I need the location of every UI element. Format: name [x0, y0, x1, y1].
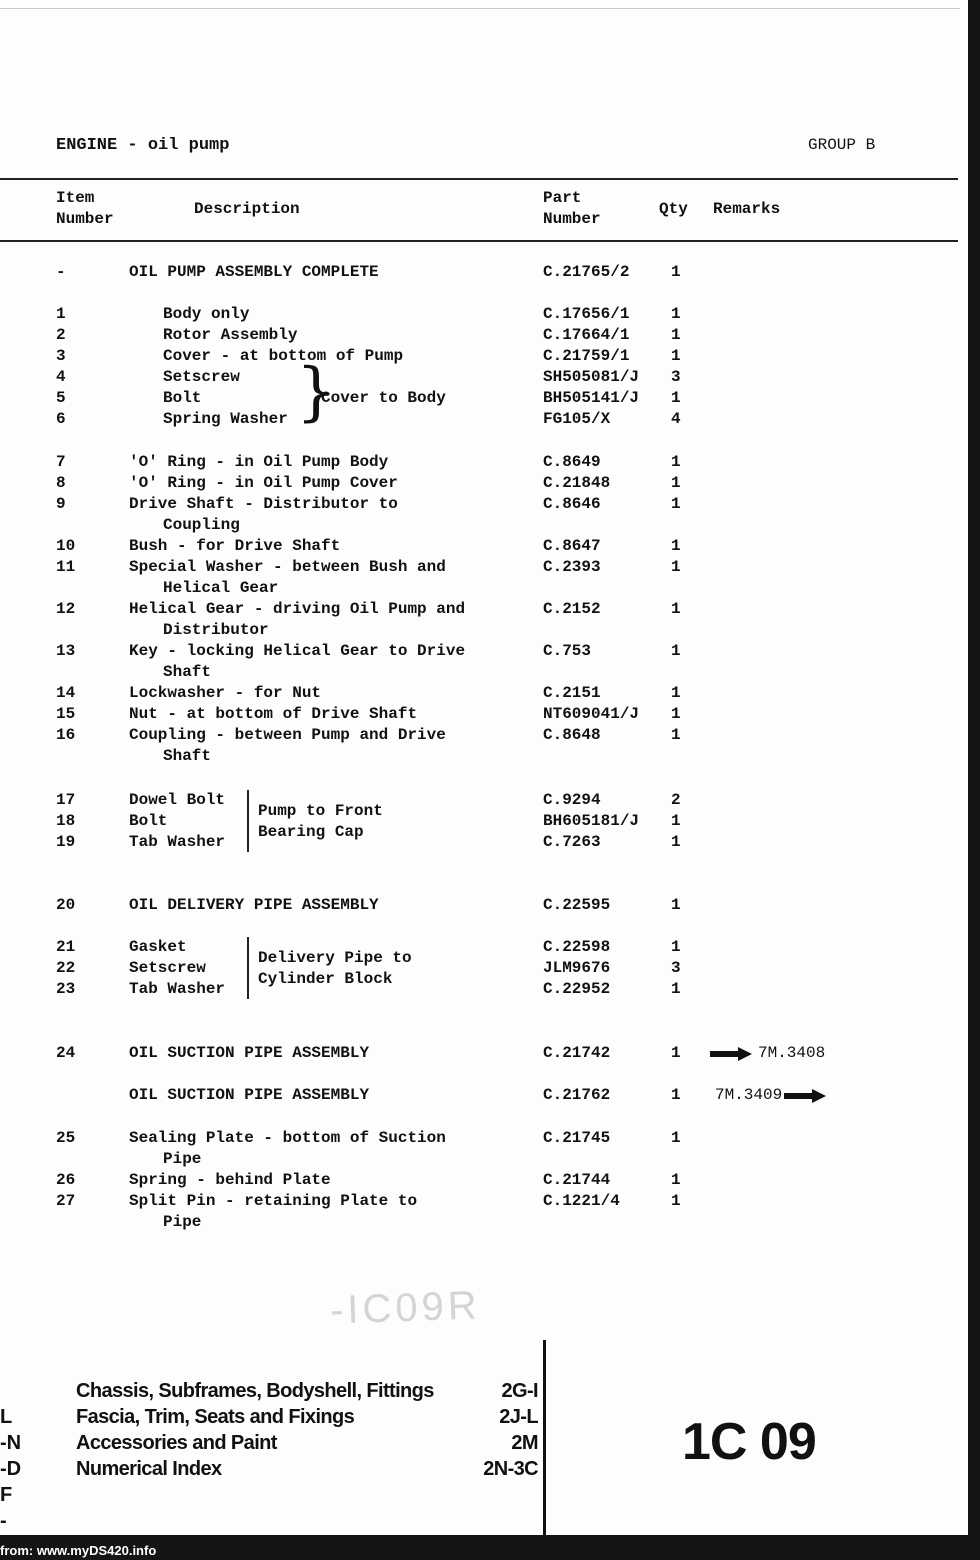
- item-number: 15: [56, 705, 76, 723]
- part-number: NT609041/J: [543, 705, 640, 723]
- description: Shaft: [163, 747, 212, 765]
- description: Dowel Bolt: [129, 791, 226, 809]
- header-bottom-rule: [0, 240, 958, 242]
- description: Spring Washer: [163, 410, 288, 428]
- header-top-rule: [0, 178, 958, 180]
- group-label-delivery-pipe: Delivery Pipe to: [258, 949, 412, 967]
- remark-from-chassis: 7M.3408: [710, 1043, 825, 1064]
- qty: 1: [671, 1086, 681, 1104]
- description: OIL DELIVERY PIPE ASSEMBLY: [129, 896, 379, 914]
- table-row-continuation: [0, 578, 960, 599]
- table-row: [0, 557, 960, 578]
- item-number: 10: [56, 537, 76, 555]
- item-number: 23: [56, 980, 76, 998]
- qty: 1: [671, 896, 681, 914]
- qty: 1: [671, 705, 681, 723]
- description: Shaft: [163, 663, 212, 681]
- description: Coupling - between Pump and Drive: [129, 726, 446, 744]
- description: Pipe: [163, 1150, 202, 1168]
- qty: 1: [671, 347, 681, 365]
- item-number: 22: [56, 959, 76, 977]
- group-label-cover-to-body: Cover to Body: [321, 389, 446, 407]
- description: Bush - for Drive Shaft: [129, 537, 341, 555]
- brace-cover-to-body: }: [296, 355, 337, 429]
- arrow-right-icon: [710, 1047, 754, 1061]
- scan-edge-right: [968, 0, 980, 1560]
- qty: 3: [671, 368, 681, 386]
- item-number: 16: [56, 726, 76, 744]
- qty: 1: [671, 389, 681, 407]
- item-number: 19: [56, 833, 76, 851]
- qty: 1: [671, 1129, 681, 1147]
- item-number: 26: [56, 1171, 76, 1189]
- col-remarks: Remarks: [713, 200, 781, 218]
- group-label: GROUP B: [808, 136, 876, 154]
- description: Distributor: [163, 621, 269, 639]
- table-row: [0, 1191, 960, 1212]
- group-label-cylinder-block: Cylinder Block: [258, 970, 393, 988]
- part-number: C.2151: [543, 684, 601, 702]
- table-row: [0, 725, 960, 746]
- description: OIL SUCTION PIPE ASSEMBLY: [129, 1044, 370, 1062]
- table-row: [0, 790, 960, 811]
- qty: 1: [671, 833, 681, 851]
- table-row-continuation: [0, 746, 960, 767]
- description: Lockwasher - for Nut: [129, 684, 322, 702]
- qty: 1: [671, 1171, 681, 1189]
- qty: 4: [671, 410, 681, 428]
- col-part-number: Part Number: [543, 189, 601, 228]
- description: Bolt: [163, 389, 202, 407]
- description: Bolt: [129, 812, 168, 830]
- table-row: [0, 641, 960, 662]
- description: OIL PUMP ASSEMBLY COMPLETE: [129, 263, 379, 281]
- index-row: Fascia, Trim, Seats and Fixings 2J-L: [76, 1406, 538, 1428]
- table-row: [0, 1170, 960, 1191]
- description: Pipe: [163, 1213, 202, 1231]
- index-row: Chassis, Subframes, Bodyshell, Fittings 2G-I: [76, 1380, 538, 1402]
- part-number: C.2393: [543, 558, 601, 576]
- description: Tab Washer: [129, 833, 226, 851]
- qty: 1: [671, 684, 681, 702]
- table-row: [0, 346, 960, 367]
- description: Key - locking Helical Gear to Drive: [129, 642, 466, 660]
- description: Drive Shaft - Distributor to: [129, 495, 398, 513]
- part-number: C.22598: [543, 938, 611, 956]
- part-number: C.21744: [543, 1171, 611, 1189]
- item-number: 7: [56, 453, 66, 471]
- remark-up-to-chassis: 7M.3409: [715, 1085, 828, 1106]
- table-row: [0, 811, 960, 832]
- qty: 1: [671, 980, 681, 998]
- qty: 1: [671, 305, 681, 323]
- table-row: [0, 937, 960, 958]
- item-number: 2: [56, 326, 66, 344]
- qty: 1: [671, 474, 681, 492]
- table-row: [0, 704, 960, 725]
- part-number: C.21759/1: [543, 347, 630, 365]
- table-row: [0, 452, 960, 473]
- item-number: 4: [56, 368, 66, 386]
- table-row: [0, 895, 960, 916]
- table-row: [0, 536, 960, 557]
- qty: 1: [671, 453, 681, 471]
- item-number: 27: [56, 1192, 76, 1210]
- faded-stamp: -IC09R: [329, 1283, 482, 1333]
- qty: 1: [671, 600, 681, 618]
- qty: 1: [671, 812, 681, 830]
- description: Body only: [163, 305, 250, 323]
- part-number: C.9294: [543, 791, 601, 809]
- qty: 1: [671, 326, 681, 344]
- description: 'O' Ring - in Oil Pump Cover: [129, 474, 398, 492]
- group-label-pump-to-front: Pump to Front: [258, 802, 383, 820]
- qty: 1: [671, 495, 681, 513]
- part-number: FG105/X: [543, 410, 611, 428]
- description: Rotor Assembly: [163, 326, 298, 344]
- part-number: C.21762: [543, 1086, 611, 1104]
- part-number: C.753: [543, 642, 592, 660]
- table-row: [0, 979, 960, 1000]
- table-row: [0, 494, 960, 515]
- part-number: C.21742: [543, 1044, 611, 1062]
- part-number: C.17656/1: [543, 305, 630, 323]
- qty: 1: [671, 263, 681, 281]
- part-number: C.17664/1: [543, 326, 630, 344]
- item-number: 11: [56, 558, 76, 576]
- top-edge-line: [0, 8, 960, 9]
- part-number: C.21848: [543, 474, 611, 492]
- description: Setscrew: [129, 959, 206, 977]
- col-description: Description: [194, 200, 300, 218]
- qty: 3: [671, 959, 681, 977]
- part-number: C.8649: [543, 453, 601, 471]
- margin-letters: L -N -D F -: [0, 1406, 22, 1532]
- description: Cover - at bottom of Pump: [163, 347, 404, 365]
- page-title: ENGINE - oil pump: [56, 136, 230, 155]
- description: Spring - behind Plate: [129, 1171, 331, 1189]
- table-row-continuation: [0, 1212, 960, 1233]
- part-number: C.21745: [543, 1129, 611, 1147]
- table-row-continuation: [0, 515, 960, 536]
- table-row: [0, 473, 960, 494]
- item-number: 14: [56, 684, 76, 702]
- part-number: BH605181/J: [543, 812, 640, 830]
- qty: 1: [671, 938, 681, 956]
- table-row: [0, 325, 960, 346]
- description: Helical Gear: [163, 579, 279, 597]
- group-label-bearing-cap: Bearing Cap: [258, 823, 364, 841]
- arrow-right-icon: [784, 1089, 828, 1103]
- description: Gasket: [129, 938, 187, 956]
- table-row: [0, 388, 960, 409]
- part-number: C.7263: [543, 833, 601, 851]
- qty: 1: [671, 537, 681, 555]
- item-number: 12: [56, 600, 76, 618]
- item-number: 18: [56, 812, 76, 830]
- part-number: BH505141/J: [543, 389, 640, 407]
- qty: 2: [671, 791, 681, 809]
- table-row: [0, 683, 960, 704]
- item-number: 24: [56, 1044, 76, 1062]
- part-number: C.1221/4: [543, 1192, 620, 1210]
- group-bar-pump-to-front: [247, 790, 249, 852]
- group-bar-delivery-pipe: [247, 937, 249, 999]
- description: Split Pin - retaining Plate to: [129, 1192, 418, 1210]
- qty: 1: [671, 642, 681, 660]
- fiche-index: [76, 1378, 538, 1482]
- description: OIL SUCTION PIPE ASSEMBLY: [129, 1086, 370, 1104]
- item-number: 25: [56, 1129, 76, 1147]
- part-number: SH505081/J: [543, 368, 640, 386]
- table-row-continuation: [0, 1149, 960, 1170]
- table-row: [0, 409, 960, 430]
- part-number: C.21765/2: [543, 263, 630, 281]
- item-number: 20: [56, 896, 76, 914]
- description: Special Washer - between Bush and: [129, 558, 446, 576]
- qty: 1: [671, 726, 681, 744]
- item-number: 9: [56, 495, 66, 513]
- item-number: 1: [56, 305, 66, 323]
- col-item-number: Item Number: [56, 189, 114, 228]
- col-qty: Qty: [659, 200, 688, 218]
- description: Coupling: [163, 516, 240, 534]
- index-row: Numerical Index 2N-3C: [76, 1458, 538, 1480]
- table-row: [0, 1128, 960, 1149]
- item-number: 6: [56, 410, 66, 428]
- part-number: C.2152: [543, 600, 601, 618]
- footer-divider: [543, 1340, 546, 1535]
- item-number: 5: [56, 389, 66, 407]
- part-number: C.22952: [543, 980, 611, 998]
- description: Nut - at bottom of Drive Shaft: [129, 705, 418, 723]
- item-number: -: [56, 263, 66, 281]
- source-credit: from: www.myDS420.info: [0, 1543, 157, 1558]
- part-number: C.8646: [543, 495, 601, 513]
- table-row: [0, 832, 960, 853]
- item-number: 21: [56, 938, 76, 956]
- description: Tab Washer: [129, 980, 226, 998]
- qty: 1: [671, 558, 681, 576]
- item-number: 8: [56, 474, 66, 492]
- part-number: C.22595: [543, 896, 611, 914]
- qty: 1: [671, 1192, 681, 1210]
- description: 'O' Ring - in Oil Pump Body: [129, 453, 389, 471]
- description: Sealing Plate - bottom of Suction: [129, 1129, 446, 1147]
- table-row-continuation: [0, 662, 960, 683]
- description: Helical Gear - driving Oil Pump and: [129, 600, 466, 618]
- description: Setscrew: [163, 368, 240, 386]
- item-number: 13: [56, 642, 76, 660]
- qty: 1: [671, 1044, 681, 1062]
- table-row-continuation: [0, 620, 960, 641]
- table-row: [0, 304, 960, 325]
- part-number: C.8648: [543, 726, 601, 744]
- index-row: Accessories and Paint 2M: [76, 1432, 538, 1454]
- fiche-number: 1C 09: [682, 1413, 816, 1471]
- item-number: 17: [56, 791, 76, 809]
- table-row: [0, 262, 960, 283]
- table-row: [0, 958, 960, 979]
- part-number: C.8647: [543, 537, 601, 555]
- table-row: [0, 599, 960, 620]
- item-number: 3: [56, 347, 66, 365]
- part-number: JLM9676: [543, 959, 611, 977]
- table-row: [0, 367, 960, 388]
